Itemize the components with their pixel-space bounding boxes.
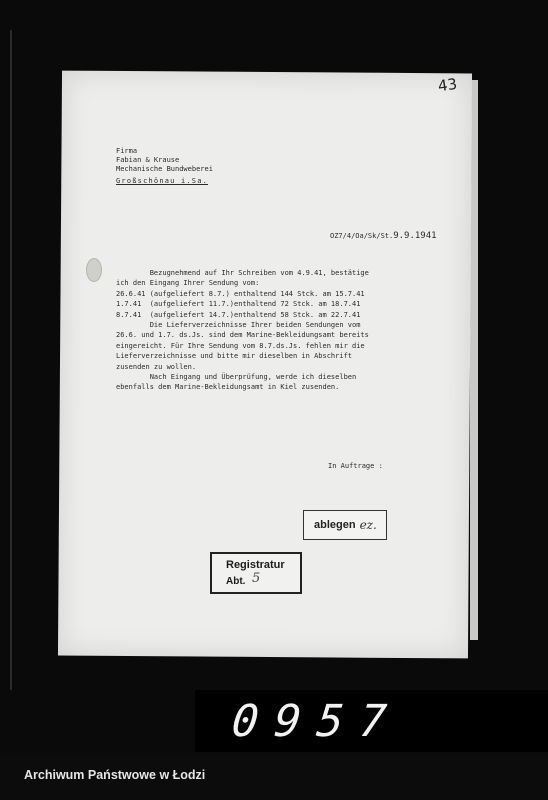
registratur-stamp [210,552,302,594]
addressee-line: Mechanische Bundweberei [116,165,213,173]
addressee-line: Firma [116,147,138,155]
addressee-line: Fabian & Krause [116,156,180,164]
body-line: ebenfalls dem Marine-Bekleidungsamt in Kiel zusenden. [116,383,340,392]
archive-label: Archiwum Państwowe w Łodzi [24,768,206,782]
body-line: zusenden zu wollen. [116,362,197,371]
page-number: 43 [436,74,459,96]
body-line: 8.7.41 (aufgeliefert 14.7.)enthaltend 58 Stck. am 22.7.41 [116,310,361,319]
punch-hole [86,258,102,282]
body-line: eingereicht. Für Ihre Sendung vom 8.7.ds.Js. fehlen mir die [116,341,365,350]
registratur-title: Registratur [226,559,285,571]
registratur-abt: Abt. [226,576,246,587]
body-line: Die Lieferverzeichnisse Ihrer beiden Sendungen vom [116,321,361,330]
ablegen-initials: ez. [359,518,377,532]
frame-counter: 0957 [229,696,405,747]
body-line: 1.7.41 (aufgeliefert 11.7.)enthaltend 72 Stck. am 18.7.41 [116,300,361,309]
registratur-mark: 5 [252,571,261,586]
letter-body [116,268,369,393]
letter-date: 9.9.1941 [393,231,437,241]
addressee-city: Großschönau i.Sa. [116,177,209,185]
body-line: 26.6. und 1.7. ds.Js. sind dem Marine-Bekleidungsamt bereits [116,331,369,340]
body-line: Nach Eingang und Überprüfung, werde ich dieselben [116,373,357,382]
body-line: ich den Eingang Ihrer Sendung vom: [116,279,260,288]
reference-code: OZ7/4/Oa/Sk/St. [330,232,394,240]
ablegen-label: ablegen [314,519,356,531]
addressee-block [116,147,213,174]
body-line: 26.6.41 (aufgeliefert 8.7.) enthaltend 144 Stck. am 15.7.41 [116,289,365,298]
ablegen-stamp [303,510,387,540]
reference-line [330,232,437,241]
body-line: Lieferverzeichnisse und bitte mir dieselben in Abschrift [116,352,353,361]
body-line: Bezugnehmend auf Ihr Schreiben vom 4.9.41, bestätige [116,269,369,277]
closing-line: In Auftrage : [328,462,383,470]
